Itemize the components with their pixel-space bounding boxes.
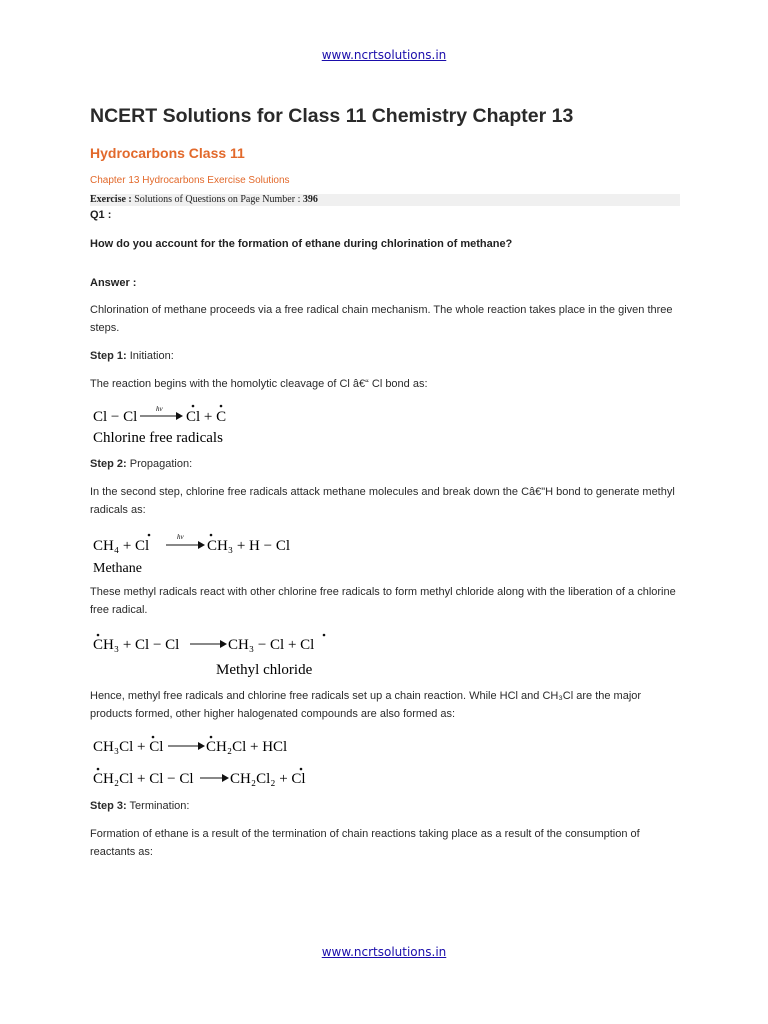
document-body <box>90 105 680 861</box>
radical-dot-icon <box>300 768 303 771</box>
radical-dot-icon <box>210 534 213 537</box>
step1-heading <box>90 347 680 365</box>
intro-paragraph: Chlorination of methane proceeds via a free radical chain mechanism. The whole reaction takes place in the given three steps. <box>90 304 673 334</box>
eq1-left: Cl − Cl <box>93 409 138 425</box>
radical-dot-icon <box>210 736 213 739</box>
eq4a-left: CH₃Cl + Cl <box>93 739 164 755</box>
eq1-right: Cl + C <box>186 409 227 425</box>
question-text: How do you account for the formation of ethane during chlorination of methane? <box>90 238 513 250</box>
step3-text: Termination: <box>126 800 190 812</box>
equation-propagation-1 <box>90 525 680 577</box>
eq2-caption: Methane <box>93 561 142 576</box>
exercise-bar <box>90 194 680 206</box>
exercise-label: Exercise : <box>90 194 132 205</box>
exercise-text: Solutions of Questions on Page Number : <box>131 194 303 205</box>
radical-dot-icon <box>192 405 195 408</box>
step2-description: In the second step, chlorine free radicals attack methane molecules and break down the Câ€"H bond to generate methyl radicals as: <box>90 486 675 516</box>
eq1-caption: Chlorine free radicals <box>93 430 223 446</box>
radical-dot-icon <box>220 405 223 408</box>
radical-dot-icon <box>152 736 155 739</box>
radical-dot-icon <box>148 534 151 537</box>
answer-label: Answer : <box>90 277 137 289</box>
radical-dot-icon <box>97 768 100 771</box>
page-title: NCERT Solutions for Class 11 Chemistry Chapter 13 <box>90 105 574 127</box>
footer-site-link[interactable]: www.ncrtsolutions.in <box>321 945 447 959</box>
equation-higher-halogenation <box>90 731 680 791</box>
step1-description: The reaction begins with the homolytic cleavage of Cl â€“ Cl bond as: <box>90 378 428 390</box>
step2-heading <box>90 455 680 473</box>
step3-description: Formation of ethane is a result of the termination of chain reactions taking place as a result of the consumption of reactants as: <box>90 828 640 858</box>
eq4b-right: CH₂Cl₂ + Cl <box>230 771 306 787</box>
chapter-line: Chapter 13 Hydrocarbons Exercise Solutions <box>90 175 290 186</box>
radical-dot-icon <box>323 634 326 637</box>
eq3-left: CH₃ + Cl − Cl <box>93 637 180 653</box>
step3-label: Step 3: <box>90 800 127 812</box>
header-site-link[interactable]: www.ncrtsolutions.in <box>321 48 447 62</box>
eq3-caption: Methyl chloride <box>216 662 313 678</box>
eq2-right: CH₃ + H − Cl <box>207 538 290 554</box>
methyl-radical-description: These methyl radicals react with other chlorine free radicals to form methyl chloride along with the liberation of a chlorine free radical. <box>90 586 676 616</box>
question-label: Q1 : <box>90 209 112 221</box>
step1-text: Initiation: <box>126 350 174 362</box>
step2-label: Step 2: <box>90 458 127 470</box>
equation-initiation <box>90 399 680 449</box>
chain-reaction-description: Hence, methyl free radicals and chlorine free radicals set up a chain reaction. While HCl and CH₃Cl are the major products formed, other higher halogenated compounds are also formed as: <box>90 690 642 720</box>
equation-propagation-2 <box>90 625 680 681</box>
eq3-right: CH₃ − Cl + Cl <box>228 637 315 653</box>
step2-text: Propagation: <box>126 458 193 470</box>
eq4b-left: CH₂Cl + Cl − Cl <box>93 771 194 787</box>
eq1-condition: hv <box>156 405 163 413</box>
eq4a-right: CH₂Cl + HCl <box>206 739 288 755</box>
step3-heading <box>90 797 680 815</box>
step1-label: Step 1: <box>90 350 127 362</box>
exercise-page: 396 <box>302 194 318 205</box>
radical-dot-icon <box>97 634 100 637</box>
eq2-left: CH₄ + Cl <box>93 538 150 554</box>
page-subtitle: Hydrocarbons Class 11 <box>90 145 245 161</box>
eq2-condition: hv <box>177 533 184 541</box>
